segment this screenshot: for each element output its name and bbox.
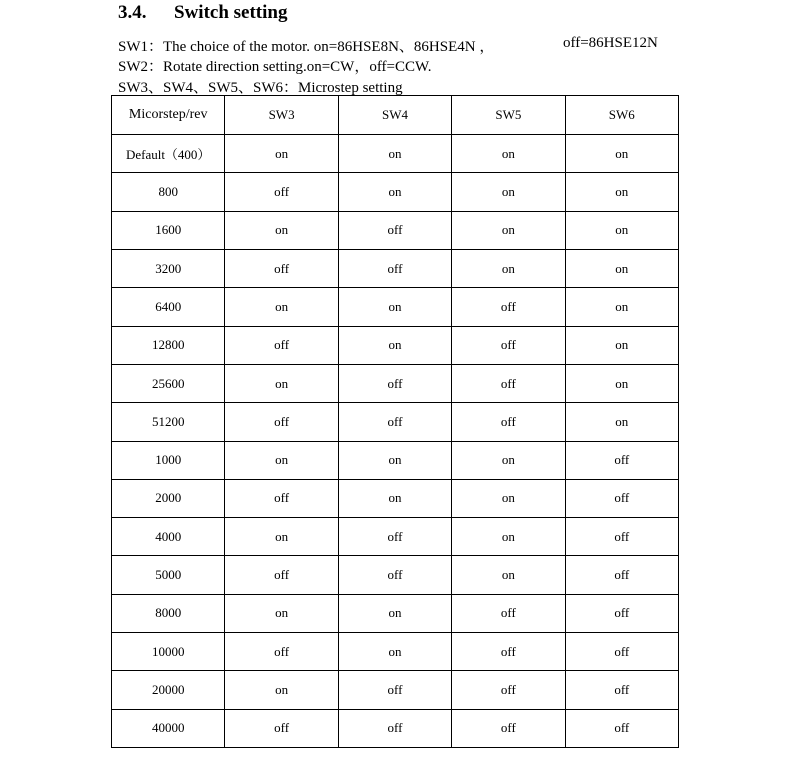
cell-sw4: off (338, 709, 451, 747)
cell-sw6: on (565, 135, 678, 173)
cell-sw3: on (225, 671, 338, 709)
sw2-note: SW2：Rotate direction setting.on=CW，off=CCW. (118, 59, 432, 75)
table-row (112, 211, 679, 249)
cell-sw4: off (338, 403, 451, 441)
header-microstep: Micorstep/rev (112, 96, 225, 135)
cell-sw6: on (565, 403, 678, 441)
table-row (112, 556, 679, 594)
cell-sw5: off (452, 288, 565, 326)
cell-sw4: off (338, 211, 451, 249)
cell-sw4: on (338, 479, 451, 517)
cell-sw3: off (225, 479, 338, 517)
cell-sw3: on (225, 211, 338, 249)
cell-microstep: 20000 (112, 671, 225, 709)
header-sw5: SW5 (452, 96, 565, 135)
table-row (112, 671, 679, 709)
cell-sw5: off (452, 364, 565, 402)
cell-sw3: on (225, 518, 338, 556)
cell-sw6: on (565, 288, 678, 326)
header-sw6: SW6 (565, 96, 678, 135)
section-number: 3.4. (118, 2, 147, 23)
cell-sw4: on (338, 135, 451, 173)
cell-sw4: off (338, 249, 451, 287)
cell-microstep: 12800 (112, 326, 225, 364)
cell-sw5: off (452, 709, 565, 747)
cell-sw6: off (565, 671, 678, 709)
cell-sw3: off (225, 249, 338, 287)
cell-microstep: 4000 (112, 518, 225, 556)
cell-microstep: 800 (112, 173, 225, 211)
table-row (112, 173, 679, 211)
cell-sw5: off (452, 633, 565, 671)
cell-microstep: 6400 (112, 288, 225, 326)
cell-sw5: off (452, 403, 565, 441)
cell-sw5: on (452, 211, 565, 249)
cell-microstep: Default（400） (112, 135, 225, 173)
cell-sw6: off (565, 479, 678, 517)
cell-sw5: on (452, 441, 565, 479)
table-row (112, 288, 679, 326)
section-heading (118, 2, 287, 24)
cell-sw3: on (225, 135, 338, 173)
sw1-off-note: off=86HSE12N (563, 35, 658, 51)
cell-sw5: on (452, 518, 565, 556)
cell-sw5: off (452, 594, 565, 632)
cell-sw6: off (565, 556, 678, 594)
cell-microstep: 1600 (112, 211, 225, 249)
microstep-table (111, 95, 679, 748)
header-sw3: SW3 (225, 96, 338, 135)
cell-sw5: on (452, 135, 565, 173)
cell-sw4: on (338, 288, 451, 326)
cell-sw6: off (565, 518, 678, 556)
cell-sw5: off (452, 671, 565, 709)
cell-microstep: 40000 (112, 709, 225, 747)
cell-sw5: on (452, 173, 565, 211)
sw1-note: SW1：The choice of the motor. on=86HSE8N、86HSE4N ， (118, 39, 495, 55)
cell-sw6: off (565, 633, 678, 671)
cell-microstep: 25600 (112, 364, 225, 402)
cell-sw4: on (338, 173, 451, 211)
cell-microstep: 3200 (112, 249, 225, 287)
table-row (112, 364, 679, 402)
cell-sw4: on (338, 441, 451, 479)
cell-sw4: off (338, 518, 451, 556)
cell-microstep: 51200 (112, 403, 225, 441)
table-row (112, 633, 679, 671)
cell-sw3: off (225, 633, 338, 671)
cell-sw3: off (225, 403, 338, 441)
cell-microstep: 1000 (112, 441, 225, 479)
cell-sw3: off (225, 556, 338, 594)
table-row (112, 441, 679, 479)
cell-sw3: on (225, 441, 338, 479)
cell-microstep: 2000 (112, 479, 225, 517)
cell-microstep: 5000 (112, 556, 225, 594)
cell-sw6: on (565, 326, 678, 364)
cell-sw4: off (338, 671, 451, 709)
cell-sw3: on (225, 288, 338, 326)
cell-sw6: on (565, 173, 678, 211)
cell-sw6: off (565, 709, 678, 747)
cell-sw4: on (338, 326, 451, 364)
cell-sw3: off (225, 326, 338, 364)
table-header-row (112, 96, 679, 135)
section-title: Switch setting (174, 2, 288, 23)
table-row (112, 135, 679, 173)
cell-microstep: 10000 (112, 633, 225, 671)
cell-sw3: on (225, 594, 338, 632)
cell-sw6: on (565, 249, 678, 287)
cell-sw6: on (565, 364, 678, 402)
cell-sw3: on (225, 364, 338, 402)
cell-sw5: off (452, 326, 565, 364)
table-row (112, 479, 679, 517)
cell-sw6: off (565, 594, 678, 632)
table-row (112, 403, 679, 441)
cell-sw6: on (565, 211, 678, 249)
cell-sw6: off (565, 441, 678, 479)
table-row (112, 249, 679, 287)
sw3-6-note: SW3、SW4、SW5、SW6：Microstep setting (118, 80, 403, 96)
cell-sw4: on (338, 594, 451, 632)
table-row (112, 709, 679, 747)
table-row (112, 326, 679, 364)
cell-sw3: off (225, 709, 338, 747)
cell-sw4: off (338, 556, 451, 594)
cell-sw3: off (225, 173, 338, 211)
cell-sw5: on (452, 479, 565, 517)
table-row (112, 594, 679, 632)
cell-sw4: on (338, 633, 451, 671)
table-row (112, 518, 679, 556)
cell-microstep: 8000 (112, 594, 225, 632)
cell-sw4: off (338, 364, 451, 402)
header-sw4: SW4 (338, 96, 451, 135)
cell-sw5: on (452, 249, 565, 287)
cell-sw5: on (452, 556, 565, 594)
